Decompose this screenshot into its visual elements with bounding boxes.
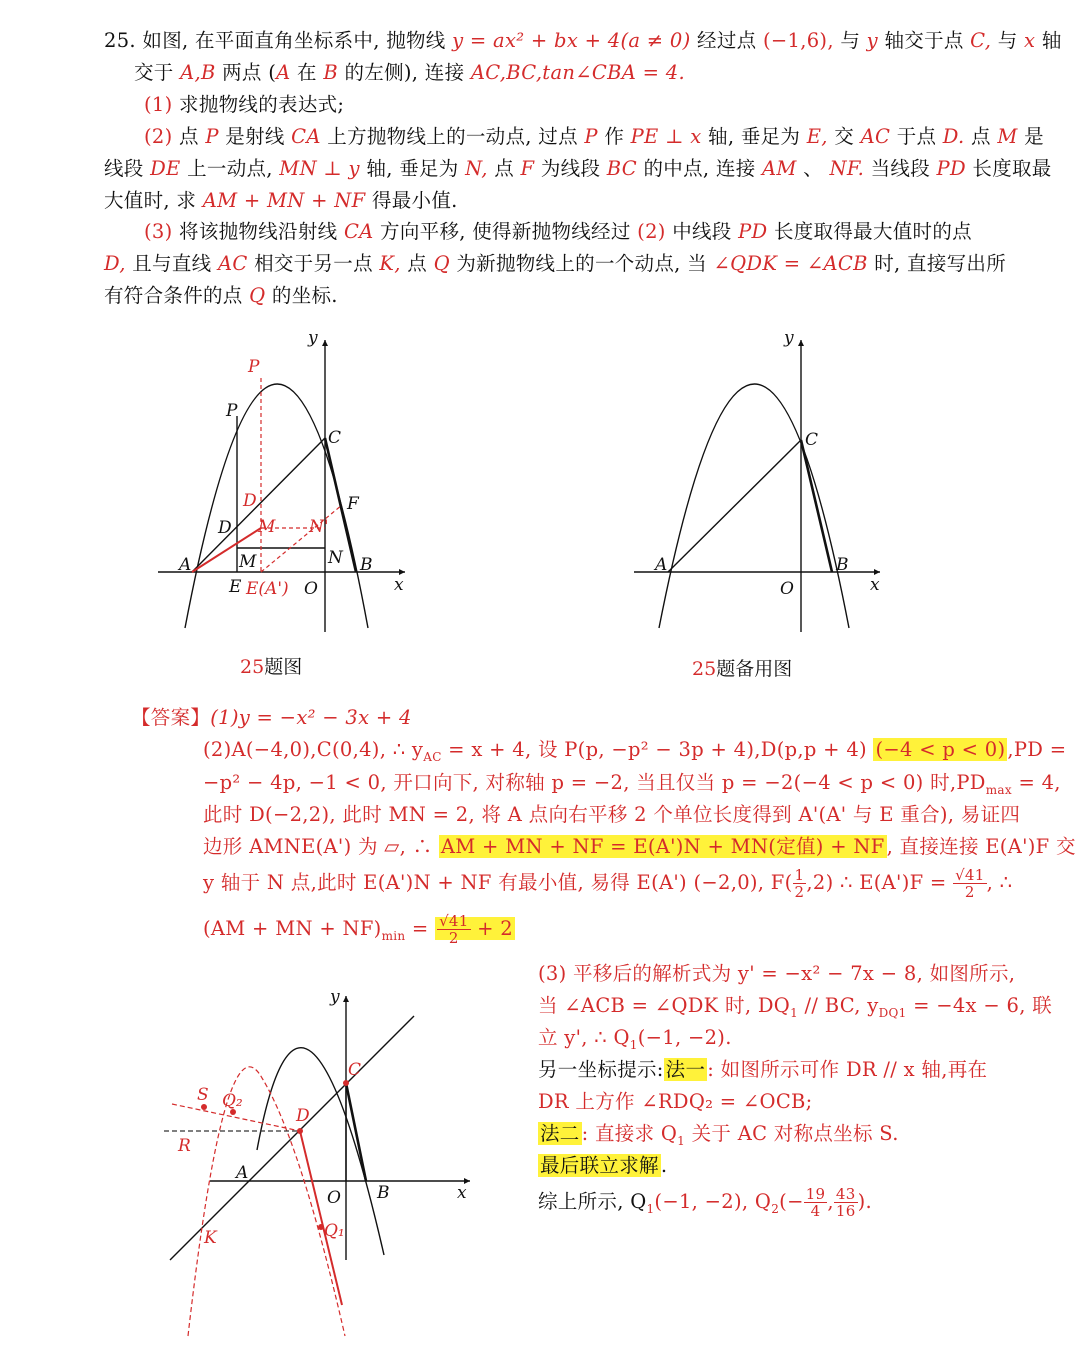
math: E, <box>806 125 828 148</box>
label-x: x <box>394 575 404 595</box>
label-r: R <box>178 1136 191 1156</box>
text: 边形 AMNE(A') 为 ▱, ∴ <box>203 835 433 858</box>
label-e-red: E(A') <box>246 579 289 599</box>
math: D, <box>104 252 126 275</box>
text: 立 y', ∴ Q <box>538 1026 630 1049</box>
text: 综上所示, Q <box>538 1190 647 1213</box>
figure-1-diagram <box>150 325 420 645</box>
highlight: AM + MN + NF = E(A')N + MN(定值) + NF <box>440 835 885 858</box>
text: 且与直线 <box>132 252 212 275</box>
fraction: $\frac{√41}{2}$ <box>955 866 985 901</box>
answer-line-6 <box>203 867 1012 900</box>
text: (2)A(−4,0),C(0,4), ∴ y <box>203 738 424 761</box>
math: P <box>205 125 219 148</box>
text: 轴 <box>1041 29 1062 52</box>
fraction: $\frac{43}{16}$ <box>835 1185 856 1220</box>
answer-line-7 <box>203 913 515 952</box>
text: = x + 4, 设 P(p, −p² − 3p + 4),D(p,p + 4) <box>441 738 867 761</box>
part-number: (1) <box>144 93 173 116</box>
parabola <box>659 384 849 628</box>
y-axis-arrow <box>343 996 349 1002</box>
answer-3-line-4 <box>538 1054 987 1085</box>
figure-2-caption <box>692 654 792 681</box>
math: CA <box>291 125 321 148</box>
label-o: O <box>304 579 318 599</box>
text: (−1, −2). <box>637 1026 732 1049</box>
math: BC <box>606 157 637 180</box>
text: 点 <box>407 252 428 275</box>
line-ac <box>668 440 801 572</box>
label-q1: Q₁ <box>324 1221 345 1241</box>
highlight: $\frac{√41}{2}$ + 2 <box>435 917 515 940</box>
highlight: (−4 < p < 0) <box>875 738 1006 761</box>
math: y = ax² + bx + 4(a ≠ 0) <box>452 29 691 52</box>
figure-3-diagram <box>150 980 480 1340</box>
y-axis-arrow <box>798 340 804 346</box>
answer-line-4 <box>203 799 1020 830</box>
math: B <box>323 61 338 84</box>
math: Q <box>433 252 450 275</box>
text: 轴, 垂足为 <box>708 125 801 148</box>
label-c: C <box>348 1060 362 1080</box>
label-e: E <box>229 577 242 597</box>
text: 关于 AC 对称点坐标 S. <box>685 1122 899 1145</box>
label-b: B <box>360 555 373 575</box>
math: NF. <box>829 157 865 180</box>
text: 交 <box>834 125 855 148</box>
problem-line-7 <box>144 216 972 247</box>
text: 大值时, 求 <box>104 189 197 212</box>
subscript: DQ1 <box>878 1005 907 1020</box>
text: 、 <box>803 157 823 180</box>
figure-2-diagram <box>620 325 890 645</box>
text: 求抛物线的表达式; <box>179 93 345 116</box>
text: 在 <box>297 61 317 84</box>
text: y 轴于 N 点,此时 E(A')N + NF 有最小值, 易得 E(A') (−2,0), F( <box>203 871 793 894</box>
label-x: x <box>457 1183 467 1203</box>
line-bc <box>801 440 832 572</box>
text: 另一坐标提示: <box>538 1058 664 1081</box>
math: (2) <box>637 220 666 243</box>
line-bc <box>346 1083 366 1181</box>
text: = 4, <box>1011 771 1061 794</box>
text: 点 <box>179 125 199 148</box>
text: 与 <box>997 29 1018 52</box>
line-ac <box>170 1016 414 1260</box>
answer-line-1 <box>131 702 412 733</box>
math: AC <box>860 125 891 148</box>
label-y: y <box>784 328 794 348</box>
math: AM <box>762 157 797 180</box>
subscript: AC <box>423 749 442 764</box>
point-c <box>343 1080 349 1086</box>
math: PD <box>738 220 768 243</box>
text: −p² − 4p, −1 < 0, 开口向下, 对称轴 p = −2, 当且仅当 p = −2(−4 < p < 0) 时,PD <box>203 771 986 794</box>
math: MN ⊥ y <box>279 157 360 180</box>
text: (− <box>779 1190 804 1213</box>
answer-3-line-7 <box>538 1150 667 1181</box>
math: C, <box>970 29 992 52</box>
math: N, <box>465 157 488 180</box>
math: A <box>276 61 291 84</box>
highlight: 最后联立求解 <box>540 1154 659 1177</box>
label-s: S <box>197 1085 209 1105</box>
math: (−1,6), <box>762 29 834 52</box>
label-k: K <box>204 1228 217 1248</box>
text: (AM + MN + NF) <box>203 917 382 940</box>
subscript: 1 <box>790 1005 798 1020</box>
label-q2: Q₂ <box>222 1091 243 1111</box>
label-b: B <box>377 1183 390 1203</box>
text: 当线段 <box>870 157 931 180</box>
label-m: M <box>239 552 257 572</box>
label-y: y <box>330 987 340 1007</box>
caption-number: 25 <box>240 656 265 678</box>
label-c: C <box>328 428 342 448</box>
label-d: D <box>296 1106 310 1126</box>
label-p-red: P <box>248 357 260 377</box>
math: PD <box>936 157 966 180</box>
text: , ∴ <box>986 871 1013 894</box>
math: F <box>520 157 535 180</box>
math: y <box>866 29 878 52</box>
problem-line-3 <box>144 89 344 120</box>
label-n-red: N' <box>309 517 329 537</box>
math: DE <box>150 157 181 180</box>
text: 上方抛物线上的一动点, 过点 <box>327 125 578 148</box>
text: 时, 直接写出所 <box>874 252 1007 275</box>
text: ,PD = <box>1007 738 1067 761</box>
label-a: A <box>236 1163 249 1183</box>
part-number: (2) <box>144 125 173 148</box>
text: 作 <box>604 125 625 148</box>
text: 两点 ( <box>222 61 277 84</box>
text: 的坐标. <box>271 284 338 307</box>
subscript: 1 <box>646 1201 655 1216</box>
answer-part-1: (1)y = −x² − 3x + 4 <box>210 706 412 729</box>
text: : 如图所示可作 DR // x 轴,再在 <box>707 1058 988 1081</box>
label-c: C <box>805 430 819 450</box>
highlight: 法一 <box>665 1058 706 1081</box>
text: // BC, y <box>798 994 879 1017</box>
math: A,B <box>180 61 216 84</box>
text: 点 <box>971 125 991 148</box>
text: (−1, −2), Q <box>654 1190 772 1213</box>
subscript: max <box>985 782 1012 797</box>
label-d-red: D <box>243 491 257 511</box>
text: 中线段 <box>672 220 732 243</box>
fraction: $\frac{19}{4}$ <box>805 1185 826 1220</box>
math: Q <box>249 284 266 307</box>
text: 经过点 <box>697 29 757 52</box>
y-axis-arrow <box>322 340 328 346</box>
text: 相交于另一点 <box>254 252 373 275</box>
answer-line-5 <box>203 831 1076 862</box>
label-f: F <box>347 494 359 514</box>
text: 的中点, 连接 <box>643 157 756 180</box>
point-d <box>297 1128 303 1134</box>
parabola <box>257 1048 384 1255</box>
label-o: O <box>327 1188 341 1208</box>
text: 25. 如图, 在平面直角坐标系中, 抛物线 <box>104 29 446 52</box>
label-y: y <box>308 328 318 348</box>
subscript: 1 <box>629 1037 638 1052</box>
caption-text: 题备用图 <box>716 658 793 680</box>
math: P <box>584 125 598 148</box>
label-a: A <box>179 555 192 575</box>
caption-number: 25 <box>692 658 717 680</box>
label-a: A <box>655 555 668 575</box>
math: K, <box>379 252 401 275</box>
subscript: min <box>381 928 406 943</box>
text: 轴, 垂足为 <box>366 157 459 180</box>
math: AM + MN + NF <box>202 189 366 212</box>
text: 的左侧), 连接 <box>344 61 465 84</box>
text: (3) 平移后的解析式为 y' = −x² − 7x − 8, 如图所示, <box>538 962 1016 985</box>
text: 交于 <box>134 61 174 84</box>
figure-1-caption <box>240 652 302 679</box>
text: 为线段 <box>540 157 601 180</box>
text: 方向平移, 使得新抛物线经过 <box>380 220 631 243</box>
highlight: 法二 <box>540 1122 580 1145</box>
text: 轴交于点 <box>884 29 964 52</box>
problem-line-9 <box>104 280 338 311</box>
math: PE ⊥ x <box>630 125 702 148</box>
math: CA <box>343 220 374 243</box>
text: 线段 <box>104 157 144 180</box>
label-n: N <box>328 548 343 568</box>
caption-text: 题图 <box>264 656 303 678</box>
text: , 直接连接 E(A')F 交 <box>886 835 1076 858</box>
text: 点 <box>494 157 515 180</box>
answer-3-line-5 <box>538 1086 813 1117</box>
text: : 直接求 Q <box>581 1122 678 1145</box>
text: 长度取最 <box>972 157 1052 180</box>
label-d: D <box>218 518 232 538</box>
label-x: x <box>870 575 880 595</box>
text: 得最小值. <box>371 189 458 212</box>
label-o: O <box>780 579 794 599</box>
answer-tag: 【答案】 <box>131 706 211 729</box>
text: 是 <box>1024 125 1044 148</box>
text: ,2) ∴ E(A')F = <box>806 871 947 894</box>
text: 为新抛物线上的一个动点, 当 <box>456 252 707 275</box>
text: 将该抛物线沿射线 <box>179 220 338 243</box>
part-number: (3) <box>144 220 173 243</box>
line-dq1 <box>300 1131 342 1305</box>
text: , <box>827 1190 834 1213</box>
label-m-red: M <box>258 517 276 537</box>
text: 上一动点, <box>187 157 273 180</box>
problem-line-6 <box>104 185 458 216</box>
text: = <box>405 917 429 940</box>
text: . <box>660 1154 668 1177</box>
text: 与 <box>840 29 861 52</box>
text: 于点 <box>896 125 937 148</box>
problem-line-8 <box>104 248 1006 279</box>
math: AC <box>217 252 248 275</box>
label-p: P <box>226 401 238 421</box>
answer-3-line-8 <box>538 1186 872 1225</box>
math: M <box>997 125 1018 148</box>
fraction: $\frac{1}{2}$ <box>794 866 805 901</box>
subscript: 2 <box>771 1201 780 1216</box>
text: 当 ∠ACB = ∠QDK 时, DQ <box>538 994 791 1017</box>
text: 是射线 <box>225 125 285 148</box>
text: 此时 D(−2,2), 此时 MN = 2, 将 A 点向右平移 2 个单位长度得到 A'(A' 与 E 重合), 易证四 <box>203 803 1021 826</box>
label-b: B <box>836 555 849 575</box>
subscript: 1 <box>677 1133 686 1148</box>
problem-line-4 <box>144 121 1044 152</box>
text: DR 上方作 ∠RDQ₂ = ∠OCB; <box>538 1090 813 1113</box>
problem-line-5 <box>104 153 1052 184</box>
text: 有符合条件的点 <box>104 284 243 307</box>
text: = −4x − 6, 联 <box>906 994 1052 1017</box>
math: x <box>1024 29 1036 52</box>
text: ). <box>857 1190 872 1213</box>
problem-line-2 <box>134 57 685 88</box>
math: AC,BC,tan∠CBA = 4. <box>470 61 685 84</box>
math: D. <box>942 125 965 148</box>
text: 长度取得最大值时的点 <box>773 220 972 243</box>
problem-line-1 <box>104 25 1062 56</box>
answer-3-line-1 <box>538 958 1015 989</box>
math: ∠QDK = ∠ACB <box>713 252 868 275</box>
fraction: $\frac{√41}{2}$ <box>439 912 469 947</box>
